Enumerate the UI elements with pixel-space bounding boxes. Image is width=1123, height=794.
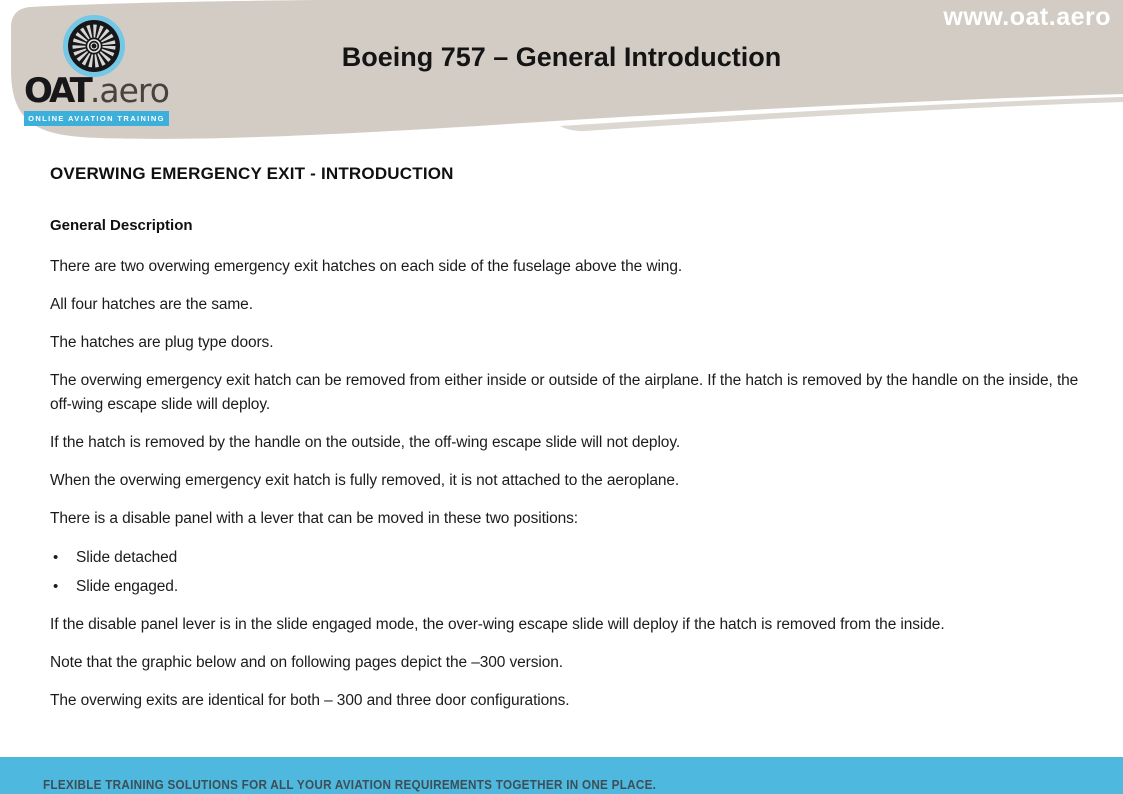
paragraph: The overwing emergency exit hatch can be removed from either inside or outside of the airplane. If the hatch is removed by the handle on the inside, the off-wing escape slide will deploy. — [50, 372, 1079, 413]
header-banner — [0, 0, 1123, 150]
footer-tagline: FLEXIBLE TRAINING SOLUTIONS FOR ALL YOUR AVIATION REQUIREMENTS TOGETHER IN ONE PLACE. — [43, 777, 657, 792]
brand-oat-text: OAT — [24, 71, 90, 111]
list-item: • Slide detached — [50, 546, 1090, 570]
position-bullet-list — [50, 546, 1090, 599]
slide-content — [50, 140, 1090, 713]
paragraph: All four hatches are the same. — [50, 296, 253, 313]
page-title: Boeing 757 – General Introduction — [341, 42, 782, 72]
sub-heading: General Description — [50, 217, 193, 234]
paragraph: There is a disable panel with a lever that can be moved in these two positions: — [50, 510, 579, 527]
paragraph: There are two overwing emergency exit hatches on each side of the fuselage above the wing. — [50, 258, 683, 275]
jet-engine-icon — [62, 14, 126, 78]
list-item: • Slide engaged. — [50, 575, 1090, 599]
paragraph: The overwing exits are identical for both – 300 and three door configurations. — [50, 692, 570, 709]
section-heading: OVERWING EMERGENCY EXIT - INTRODUCTION — [50, 164, 454, 183]
paragraph: If the disable panel lever is in the slide engaged mode, the over-wing escape slide will deploy if the hatch is removed from the inside. — [50, 616, 945, 633]
website-url[interactable]: www.oat.aero — [943, 3, 1111, 31]
paragraph: When the overwing emergency exit hatch is fully removed, it is not attached to the aeroplane. — [50, 472, 680, 489]
brand-aero-text: .aero — [89, 71, 169, 110]
brand-wordmark — [24, 71, 174, 111]
oat-aero-logo — [24, 14, 174, 126]
paragraph: Note that the graphic below and on following pages depict the –300 version. — [50, 654, 563, 671]
logo-tagline-bar: ONLINE AVIATION TRAINING — [24, 111, 169, 126]
footer-bar — [0, 757, 1123, 794]
paragraph: If the hatch is removed by the handle on the outside, the off-wing escape slide will not deploy. — [50, 434, 681, 451]
paragraph: The hatches are plug type doors. — [50, 334, 274, 351]
